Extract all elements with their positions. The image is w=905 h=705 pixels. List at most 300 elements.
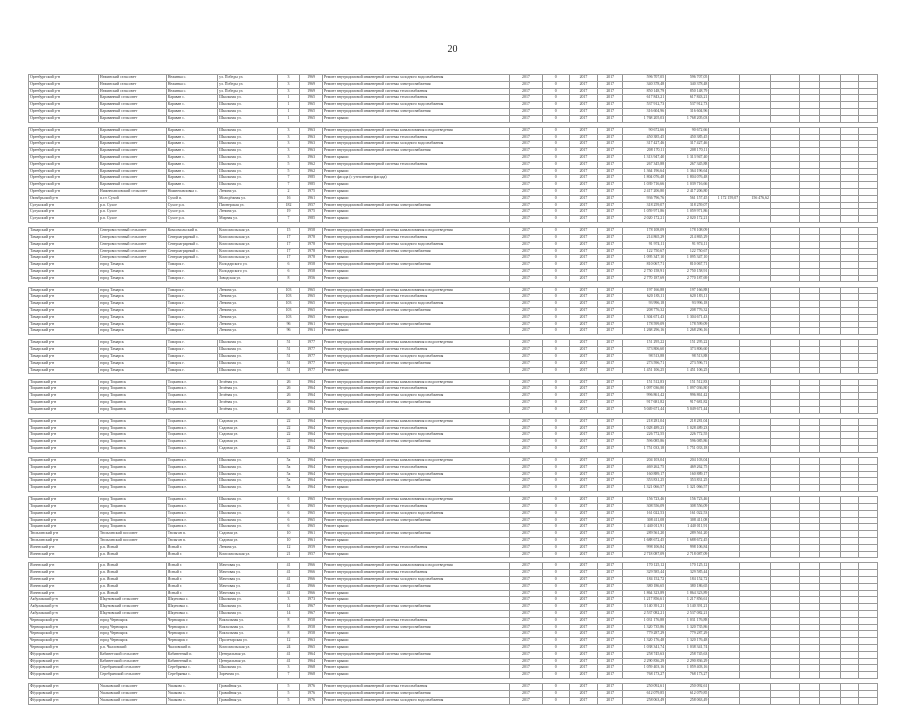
table-cell: [840, 439, 859, 446]
table-cell: Ремонт крыши: [322, 314, 509, 321]
table-cell: 1: [277, 108, 300, 115]
table-cell: 2017: [510, 577, 543, 584]
table-cell: [820, 497, 841, 504]
table-cell: [709, 175, 740, 182]
table-cell: [859, 485, 878, 492]
table-row: [29, 624, 878, 631]
table-cell: Оренбургский р-н: [29, 115, 99, 122]
table-cell: 2017: [569, 168, 598, 175]
table-row: [29, 651, 878, 658]
table-cell: [799, 328, 820, 335]
table-cell: Тамарск г.: [166, 354, 217, 361]
table-cell: Сулукский р-н: [29, 202, 99, 209]
table-cell: 2 290 836,29: [623, 658, 666, 665]
table-cell: [820, 524, 841, 531]
table-cell: [740, 651, 771, 658]
table-cell: Североаграрный с.: [166, 241, 217, 248]
table-cell: 22: [277, 445, 300, 452]
table-cell: Ремонт внутридомовой инженерной системы канализования и водоотведения: [322, 340, 509, 347]
table-cell: Караван с.: [166, 134, 217, 141]
table-cell: 1 268 296,16: [666, 328, 709, 335]
table-cell: 0: [542, 301, 569, 308]
table-cell: Ленина ул.: [218, 209, 278, 216]
table-cell: 2017: [598, 524, 623, 531]
table-cell: [799, 234, 820, 241]
table-cell: 2017: [569, 386, 598, 393]
table-cell: [840, 88, 859, 95]
table-cell: 3 140 391,21: [623, 604, 666, 611]
table-cell: 2017: [569, 611, 598, 618]
table-cell: [709, 617, 740, 624]
table-cell: 2017: [598, 537, 623, 544]
table-row: [29, 510, 878, 517]
table-cell: 810 067,71: [623, 262, 666, 269]
table-cell: 0: [542, 88, 569, 95]
table-cell: Комсомольская ул.: [218, 255, 278, 262]
table-cell: [840, 175, 859, 182]
table-cell: Тоцкинский р-н: [29, 432, 99, 439]
table-cell: 2017: [569, 645, 598, 652]
table-cell: Ремонт крыши: [322, 551, 509, 558]
table-cell: [840, 611, 859, 618]
table-cell: Шкуновский сельсовет: [98, 597, 166, 604]
table-cell: Тоцкинский р-н: [29, 517, 99, 524]
table-cell: Садовая ул.: [218, 418, 278, 425]
table-cell: [799, 216, 820, 223]
table-row: [29, 88, 878, 95]
table-cell: Тоцкинск г.: [166, 478, 217, 485]
table-cell: город Тоцкинск: [98, 425, 166, 432]
table-cell: 2017: [510, 406, 543, 413]
table-cell: Ремонт крыши: [322, 611, 509, 618]
table-cell: Тоцкинский р-н: [29, 457, 99, 464]
table-cell: 612 079,85: [666, 691, 709, 698]
table-cell: 1966: [300, 563, 323, 570]
table-cell: Тамарский р-н: [29, 328, 99, 335]
table-cell: [840, 321, 859, 328]
table-cell: Ремонт внутридомовой инженерной системы электроснабжения: [322, 517, 509, 524]
table-cell: Ремонт внутридомовой инженерной системы теплоснабжения: [322, 386, 509, 393]
table-cell: Школьная ул.: [218, 517, 278, 524]
table-cell: [799, 360, 820, 367]
table-cell: Тюльганский р-н: [29, 531, 99, 538]
table-row: [29, 328, 878, 335]
table-cell: [859, 583, 878, 590]
table-cell: [799, 195, 820, 202]
table-cell: [771, 360, 800, 367]
table-cell: [771, 400, 800, 407]
table-cell: 2017: [569, 340, 598, 347]
table-cell: [840, 209, 859, 216]
table-cell: [840, 328, 859, 335]
table-cell: [799, 367, 820, 374]
table-cell: 2017: [510, 517, 543, 524]
table-cell: 6: [277, 262, 300, 269]
table-cell: [740, 360, 771, 367]
table-cell: [820, 439, 841, 446]
table-cell: 5а: [277, 457, 300, 464]
table-cell: [799, 81, 820, 88]
table-cell: 5: [277, 697, 300, 704]
table-cell: [820, 115, 841, 122]
table-cell: Центральная ул.: [218, 658, 278, 665]
table-cell: 3: [277, 597, 300, 604]
table-cell: 2017: [598, 645, 623, 652]
table-cell: 51: [277, 367, 300, 374]
table-cell: Зелёная ул.: [218, 400, 278, 407]
table-row: [29, 175, 878, 182]
table-cell: [799, 684, 820, 691]
table-cell: 1: [277, 95, 300, 102]
table-cell: Ремонт внутридомовой инженерной системы канализования и водоотведения: [322, 497, 509, 504]
table-cell: 3: [277, 154, 300, 161]
table-cell: [771, 457, 800, 464]
table-cell: 317 427,46: [666, 141, 709, 148]
table-cell: [740, 328, 771, 335]
table-cell: [859, 617, 878, 624]
table-cell: Тоцкинск г.: [166, 517, 217, 524]
table-cell: 2017: [510, 308, 543, 315]
table-cell: Пролетарская ул.: [218, 638, 278, 645]
table-cell: [709, 268, 740, 275]
table-cell: Нежинский сельсовет: [98, 81, 166, 88]
table-cell: [859, 611, 878, 618]
table-cell: Ленина ул.: [218, 314, 278, 321]
table-cell: Комсомольская ул.: [218, 234, 278, 241]
table-cell: Школьная ул.: [218, 127, 278, 134]
table-cell: Ремонт внутридомовой инженерной системы электроснабжения: [322, 360, 509, 367]
table-cell: 1977: [300, 360, 323, 367]
table-cell: 1 304 671,43: [666, 314, 709, 321]
table-cell: [799, 570, 820, 577]
table-cell: 2017: [598, 503, 623, 510]
table-cell: Школьная ул.: [218, 148, 278, 155]
table-cell: [840, 161, 859, 168]
table-cell: Ремонт внутридомовой инженерной системы холодного водоснабжения: [322, 301, 509, 308]
table-cell: 1 031 176,88: [666, 617, 709, 624]
table-cell: 2017: [569, 195, 598, 202]
table-cell: Школьная ул.: [218, 175, 278, 182]
table-cell: [859, 510, 878, 517]
table-cell: [840, 510, 859, 517]
table-cell: [820, 379, 841, 386]
table-cell: [859, 262, 878, 269]
table-cell: Ясненский р-н: [29, 577, 99, 584]
table-cell: 2017: [569, 81, 598, 88]
table-cell: Тамарский р-н: [29, 294, 99, 301]
table-cell: [820, 590, 841, 597]
table-cell: [771, 464, 800, 471]
table-cell: [709, 393, 740, 400]
table-cell: [840, 182, 859, 189]
table-cell: 2017: [569, 360, 598, 367]
table-cell: 1965: [300, 510, 323, 517]
table-cell: Ремонт внутридомовой инженерной системы холодного водоснабжения: [322, 471, 509, 478]
table-cell: [771, 328, 800, 335]
table-cell: [840, 134, 859, 141]
table-cell: Вокзальная ул.: [218, 631, 278, 638]
table-cell: 2017: [510, 367, 543, 374]
table-cell: Школьная ул.: [218, 485, 278, 492]
table-cell: [709, 347, 740, 354]
table-cell: 1964: [300, 478, 323, 485]
table-cell: [709, 551, 740, 558]
table-cell: Черноярский р-н: [29, 645, 99, 652]
table-cell: 5: [277, 684, 300, 691]
table-cell: 537 912,73: [666, 102, 709, 109]
table-cell: [840, 108, 859, 115]
table-cell: [840, 631, 859, 638]
table-cell: 1965: [300, 108, 323, 115]
table-cell: 0: [542, 524, 569, 531]
table-cell: город Тоцкинск: [98, 445, 166, 452]
table-cell: 103: [277, 314, 300, 321]
table-cell: [771, 638, 800, 645]
table-cell: 2017: [569, 108, 598, 115]
table-cell: 2017: [510, 379, 543, 386]
table-cell: [709, 234, 740, 241]
table-cell: [799, 485, 820, 492]
table-cell: Ремонт крыши: [322, 188, 509, 195]
table-cell: 1964: [300, 379, 323, 386]
table-cell: 0: [542, 563, 569, 570]
table-cell: [859, 115, 878, 122]
table-cell: [799, 248, 820, 255]
table-cell: 2017: [569, 248, 598, 255]
table-cell: [709, 161, 740, 168]
table-cell: Оренбургский р-н: [29, 141, 99, 148]
table-row: [29, 347, 878, 354]
table-cell: 1 751 033,18: [666, 445, 709, 452]
table-cell: 1963: [300, 134, 323, 141]
table-cell: [820, 195, 841, 202]
table-body: [29, 75, 878, 705]
table-cell: 1976: [300, 691, 323, 698]
table-cell: [820, 248, 841, 255]
table-cell: Тоцкинский р-н: [29, 497, 99, 504]
table-cell: [840, 577, 859, 584]
table-cell: 197 166,88: [623, 287, 666, 294]
table-cell: Тамарск г.: [166, 301, 217, 308]
table-cell: [709, 75, 740, 82]
table-cell: Ремонт крыши: [322, 275, 509, 282]
table-cell: [820, 406, 841, 413]
table-cell: 1 038 341,74: [623, 645, 666, 652]
table-cell: 103: [277, 301, 300, 308]
table-cell: Ремонт внутридомовой инженерной системы холодного водоснабжения: [322, 577, 509, 584]
table-cell: 2017: [510, 354, 543, 361]
table-cell: 3: [277, 148, 300, 155]
table-row: [29, 262, 878, 269]
table-cell: [820, 471, 841, 478]
table-row: [29, 168, 878, 175]
table-cell: 178 599,09: [623, 321, 666, 328]
table-cell: 21: [277, 551, 300, 558]
table-cell: 1 059 403,16: [623, 665, 666, 672]
table-cell: [771, 188, 800, 195]
table-cell: город Тамарск: [98, 294, 166, 301]
table-cell: 596 707,05: [623, 75, 666, 82]
table-cell: Гравийная ул.: [218, 691, 278, 698]
table-cell: [799, 400, 820, 407]
table-cell: Ремонт внутридомовой инженерной системы холодного водоснабжения: [322, 697, 509, 704]
table-cell: 620 183,11: [666, 294, 709, 301]
table-cell: [799, 464, 820, 471]
table-row: [29, 445, 878, 452]
table-cell: [709, 457, 740, 464]
table-cell: 1 313 947,40: [623, 154, 666, 161]
table-cell: Северовосточный сельсовет: [98, 255, 166, 262]
table-cell: [799, 241, 820, 248]
table-cell: 2017: [598, 672, 623, 679]
table-cell: Караван с.: [166, 168, 217, 175]
table-cell: [709, 328, 740, 335]
table-cell: город Тамарск: [98, 275, 166, 282]
table-cell: [709, 624, 740, 631]
table-row: [29, 684, 878, 691]
table-cell: [799, 611, 820, 618]
table-cell: 2017: [598, 544, 623, 551]
table-cell: 2017: [598, 379, 623, 386]
table-cell: 2017: [510, 393, 543, 400]
table-cell: 1965: [300, 524, 323, 531]
table-cell: 2017: [598, 624, 623, 631]
table-cell: 537 912,73: [623, 102, 666, 109]
table-cell: [771, 268, 800, 275]
table-cell: город Тамарск: [98, 301, 166, 308]
table-cell: [799, 340, 820, 347]
table-cell: [740, 255, 771, 262]
table-cell: 2017: [598, 188, 623, 195]
table-cell: Ремонт внутридомовой инженерной системы электроснабжения: [322, 248, 509, 255]
table-cell: 2017: [510, 537, 543, 544]
table-cell: 2017: [510, 418, 543, 425]
table-cell: 2017: [510, 524, 543, 531]
table-cell: 2017: [598, 658, 623, 665]
table-cell: Пионерская ул.: [218, 202, 278, 209]
table-cell: Тамарский р-н: [29, 340, 99, 347]
table-cell: [820, 81, 841, 88]
table-cell: Тамарский р-н: [29, 268, 99, 275]
table-cell: Караванный сельсовет: [98, 102, 166, 109]
table-cell: 2017: [510, 347, 543, 354]
table-cell: Тамарский р-н: [29, 360, 99, 367]
table-cell: [709, 597, 740, 604]
table-cell: Ремонт внутридомовой инженерной системы электроснабжения: [322, 262, 509, 269]
table-cell: [840, 590, 859, 597]
table-cell: [799, 354, 820, 361]
table-cell: Караван с.: [166, 115, 217, 122]
table-cell: Черноярск г.: [166, 617, 217, 624]
table-cell: [820, 485, 841, 492]
table-cell: 308 411,08: [623, 517, 666, 524]
table-cell: [840, 497, 859, 504]
table-cell: [840, 651, 859, 658]
table-cell: Караван с.: [166, 102, 217, 109]
table-cell: [740, 425, 771, 432]
table-cell: [820, 154, 841, 161]
table-cell: [771, 432, 800, 439]
table-cell: 2017: [569, 691, 598, 698]
table-cell: [709, 216, 740, 223]
table-cell: Шкуновка с.: [166, 611, 217, 618]
table-cell: 0: [542, 617, 569, 624]
table-cell: 2017: [569, 631, 598, 638]
table-cell: [859, 241, 878, 248]
table-cell: Караванный сельсовет: [98, 141, 166, 148]
table-cell: 2017: [510, 108, 543, 115]
table-cell: [820, 570, 841, 577]
table-cell: [771, 645, 800, 652]
table-cell: 2017: [510, 127, 543, 134]
table-cell: 0: [542, 141, 569, 148]
table-cell: Школьная ул.: [218, 161, 278, 168]
table-cell: 2017: [569, 563, 598, 570]
table-cell: Ремонт крыши: [322, 638, 509, 645]
table-cell: Караванный сельсовет: [98, 108, 166, 115]
table-cell: Тамарск г.: [166, 321, 217, 328]
table-cell: [771, 340, 800, 347]
table-cell: 2017: [569, 590, 598, 597]
table-cell: [799, 209, 820, 216]
table-cell: Нежинский сельсовет: [98, 75, 166, 82]
table-cell: Тоцкинск г.: [166, 379, 217, 386]
table-cell: [771, 248, 800, 255]
table-cell: 353 831,25: [623, 478, 666, 485]
table-cell: 26: [277, 393, 300, 400]
table-cell: 2017: [510, 485, 543, 492]
table-cell: Нежинка с.: [166, 75, 217, 82]
table-cell: [740, 510, 771, 517]
table-cell: [840, 445, 859, 452]
table-cell: 2017: [598, 510, 623, 517]
table-cell: [799, 503, 820, 510]
table-cell: город Тоцкинск: [98, 418, 166, 425]
table-cell: 1 364 196,64: [623, 168, 666, 175]
table-cell: [799, 314, 820, 321]
table-cell: [709, 275, 740, 282]
table-cell: Оренбургский р-н: [29, 134, 99, 141]
table-cell: 2017: [510, 268, 543, 275]
table-cell: 10: [277, 531, 300, 538]
table-cell: Ремонт внутридомовой инженерной системы электроснабжения: [322, 583, 509, 590]
table-cell: Тамарский р-н: [29, 228, 99, 235]
table-row: [29, 234, 878, 241]
table-cell: [771, 127, 800, 134]
table-cell: Ясненский р-н: [29, 544, 99, 551]
table-cell: 0: [542, 672, 569, 679]
table-cell: город Тоцкинск: [98, 406, 166, 413]
table-cell: 0: [542, 75, 569, 82]
table-cell: р.п. Ясный: [98, 590, 166, 597]
table-cell: Ремонт внутридомовой инженерной системы электроснабжения: [322, 651, 509, 658]
table-cell: 2017: [510, 478, 543, 485]
table-cell: Ленина ул.: [218, 544, 278, 551]
table-cell: 1961: [300, 321, 323, 328]
table-cell: [820, 95, 841, 102]
table-row: [29, 406, 878, 413]
table-cell: 2017: [569, 665, 598, 672]
table-cell: Караванный сельсовет: [98, 168, 166, 175]
table-cell: [740, 478, 771, 485]
table-cell: [740, 168, 771, 175]
table-cell: [709, 168, 740, 175]
table-cell: Оренбургский р-н: [29, 148, 99, 155]
table-cell: [820, 287, 841, 294]
table-cell: Тоцкинский р-н: [29, 406, 99, 413]
table-cell: 2017: [569, 234, 598, 241]
table-cell: 0: [542, 148, 569, 155]
